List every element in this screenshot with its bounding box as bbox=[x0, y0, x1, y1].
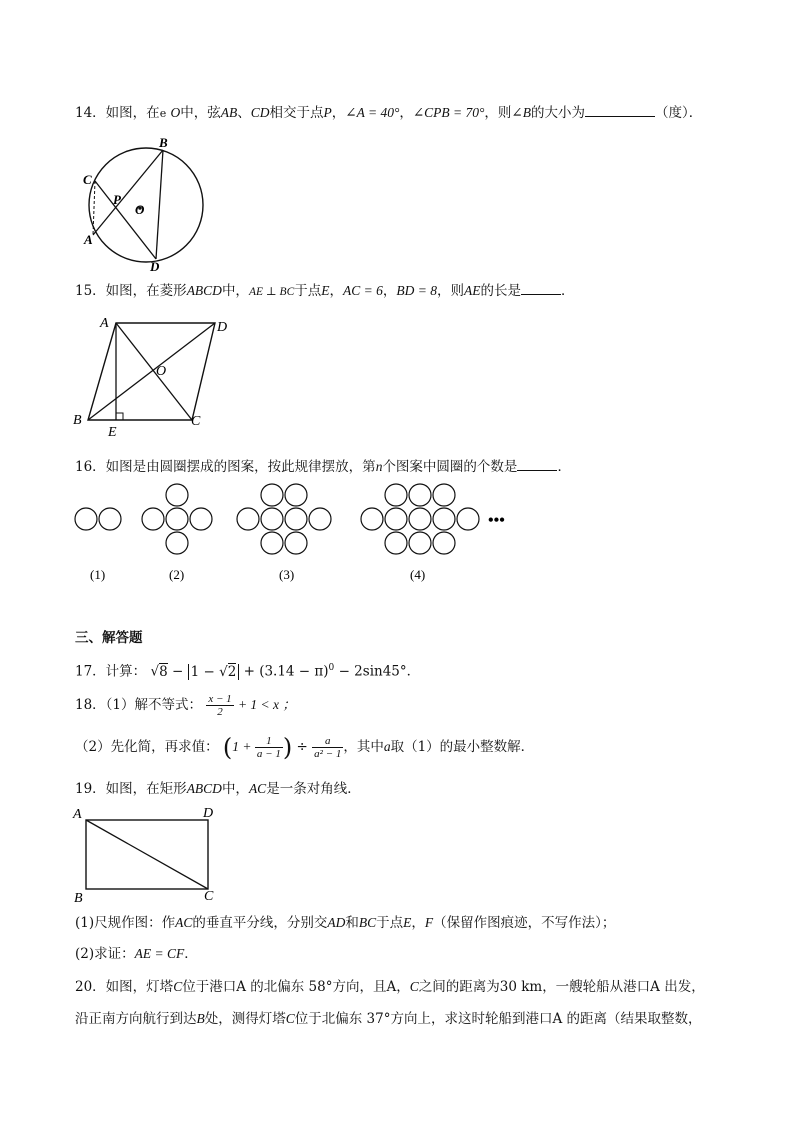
answer-blank bbox=[585, 102, 655, 117]
circle-label-o: O bbox=[170, 105, 181, 120]
pattern-circle bbox=[309, 508, 331, 530]
q16-text: 16．如图是由圆圈摆成的图案，按此规律摆放，第n个图案中圆圈的个数是 ． bbox=[75, 456, 571, 477]
label-b: B bbox=[74, 891, 83, 906]
label-d: D bbox=[203, 806, 214, 821]
q18-part1: 18．（1）解不等式： $\frac{x - 1}{2}$ + 1 < x ； bbox=[75, 693, 296, 718]
pattern-circle bbox=[166, 532, 188, 554]
pattern-circle bbox=[433, 508, 455, 530]
fraction: $\frac{1}{a - 1}$ bbox=[256, 735, 281, 760]
label-d: D bbox=[150, 259, 160, 272]
pattern-circle bbox=[166, 484, 188, 506]
pattern-circle bbox=[285, 508, 307, 530]
pattern-circle bbox=[261, 508, 283, 530]
pattern-circle bbox=[409, 484, 431, 506]
caption-2: (2) bbox=[169, 567, 185, 582]
label-b: B bbox=[159, 135, 168, 150]
q18-part2: （2）先化简，再求值： (1 + $\frac{1}{a - 1}$ ) ÷ $\frac{a}{\text{a² − 1}}$ ，其中a取（1）的最小整数解． bbox=[75, 733, 535, 762]
pattern-circle bbox=[409, 532, 431, 554]
pattern-circle bbox=[457, 508, 479, 530]
q19-part2: (2)求证：AE = CF． bbox=[75, 946, 198, 962]
diagonal-ac bbox=[86, 820, 208, 889]
q19-rectangle-figure bbox=[70, 800, 230, 906]
q15-text: 15．如图，在菱形ABCD中，AE ⊥ BC于点E，AC = 6，BD = 8，则AE的长是 ． bbox=[75, 280, 574, 302]
pattern-circle bbox=[385, 484, 407, 506]
answer-blank bbox=[521, 280, 561, 295]
circle-o bbox=[89, 148, 203, 262]
q14-text: 14．如图，在e O中，弦AB、CD相交于点P，∠A = 40°，∠CPB = 70°，则∠B的大小为 （度）． bbox=[75, 102, 702, 124]
label-c: C bbox=[191, 414, 201, 429]
q19-text: 19．如图，在矩形ABCD中，AC是一条对角线． bbox=[75, 781, 361, 797]
label-d: D bbox=[217, 320, 228, 335]
pattern-circle bbox=[385, 508, 407, 530]
label-a: A bbox=[84, 232, 93, 247]
pattern-circle bbox=[385, 532, 407, 554]
answer-blank bbox=[517, 456, 557, 471]
diagonal-ac bbox=[116, 323, 192, 420]
pattern-circle bbox=[433, 532, 455, 554]
fraction: $\frac{a}{\text{a² − 1}}$ bbox=[314, 735, 342, 760]
q16-circle-patterns bbox=[70, 478, 530, 588]
pattern-circle bbox=[190, 508, 212, 530]
pattern-circle bbox=[261, 532, 283, 554]
absolute-value: 1 − √2 bbox=[188, 664, 240, 680]
section-title: 三、解答题 bbox=[75, 630, 143, 646]
caption-1: (1) bbox=[90, 567, 106, 582]
fraction: $\frac{x - 1}{2}$ bbox=[208, 693, 232, 718]
label-a: A bbox=[100, 316, 109, 331]
sqrt-sign: √ bbox=[150, 663, 160, 680]
pattern-circle bbox=[285, 484, 307, 506]
label-o: O bbox=[156, 364, 167, 379]
label-o: O bbox=[135, 202, 145, 217]
q20-line1: 20．如图，灯塔C位于港口A 的北偏东 58°方向，且A，C之间的距离为30 km，一艘轮船从港口A 出发， bbox=[75, 979, 705, 995]
pattern-circle bbox=[237, 508, 259, 530]
label-a: A bbox=[73, 807, 82, 822]
pattern-circle bbox=[142, 508, 164, 530]
label-c: C bbox=[204, 889, 214, 904]
pattern-circle bbox=[261, 484, 283, 506]
segment-bd bbox=[156, 150, 163, 259]
label-p: P bbox=[113, 192, 121, 207]
pattern-circle bbox=[285, 532, 307, 554]
pattern-circle bbox=[433, 484, 455, 506]
right-angle-mark bbox=[116, 413, 123, 420]
q14-circle-figure bbox=[78, 132, 218, 272]
caption-3: (3) bbox=[279, 567, 295, 582]
pattern-circle bbox=[409, 508, 431, 530]
pattern-circle bbox=[75, 508, 97, 530]
label-e: E bbox=[108, 425, 117, 440]
ellipsis: ••• bbox=[488, 512, 505, 529]
q15-rhombus-figure bbox=[70, 310, 240, 440]
caption-4: (4) bbox=[410, 567, 426, 582]
chord-cd bbox=[95, 181, 156, 259]
q20-line2: 沿正南方向航行到达B处，测得灯塔C位于北偏东 37°方向上，求这时轮船到港口A 的距离（结果取整数， bbox=[75, 1011, 702, 1027]
pattern-circle bbox=[99, 508, 121, 530]
q19-part1: (1)尺规作图：作AC的垂直平分线，分别交AD和BC于点E，F（保留作图痕迹，不写作法）； bbox=[75, 915, 616, 931]
pattern-circle bbox=[166, 508, 188, 530]
label-c: C bbox=[83, 172, 92, 187]
pattern-circle bbox=[361, 508, 383, 530]
q17-text: 17．计算： $√8 - 1 - √2 + (3.14 - \pi)^0 - 2\sin 45^\circ$． bbox=[75, 663, 421, 680]
label-b: B bbox=[73, 413, 82, 428]
